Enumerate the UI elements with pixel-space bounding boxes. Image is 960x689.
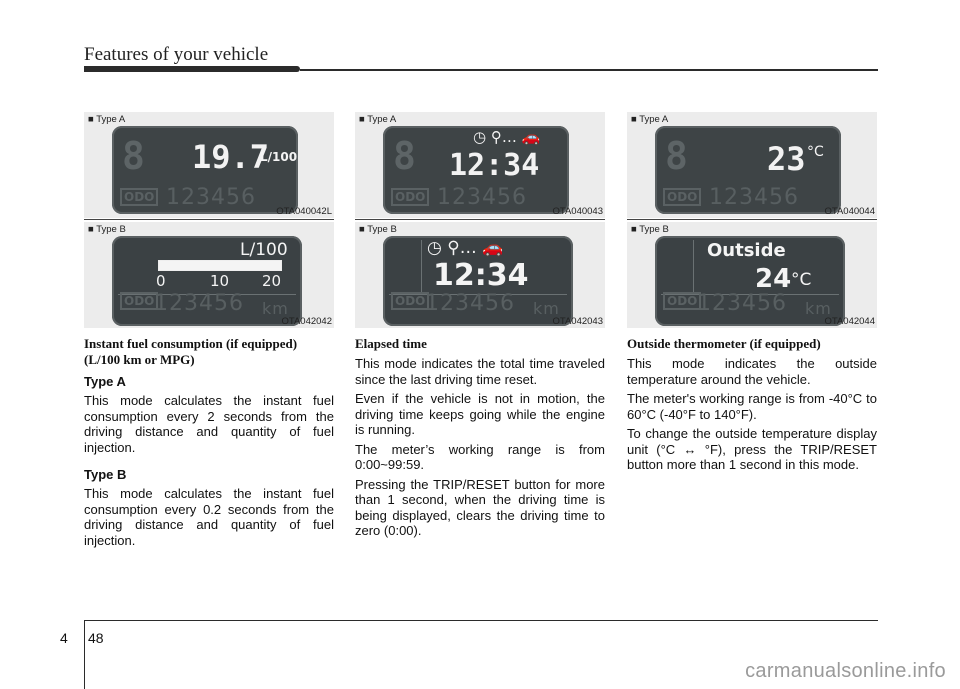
odometer-unit: km xyxy=(262,299,289,318)
figure-type-a xyxy=(627,112,877,218)
paragraph: The meter’s working range is from 0:00~99:59. xyxy=(355,441,605,472)
figure-label: ■ Type B xyxy=(631,224,669,235)
temperature-value: 24 xyxy=(755,264,792,294)
watermark: carmanualsonline.info xyxy=(745,660,946,682)
tick-label: 10 xyxy=(210,272,230,290)
fuel-value: 19.7 xyxy=(192,138,270,176)
figure-code: OTA042044 xyxy=(824,316,875,327)
odometer-value: 123456 xyxy=(437,185,527,210)
odometer-value: 123456 xyxy=(425,291,515,316)
figure-type-b xyxy=(355,222,605,328)
odometer-unit: km xyxy=(533,299,560,318)
odometer-value: 123456 xyxy=(154,291,244,316)
elapsed-time-value: 12:34 xyxy=(433,258,529,293)
trip-icons: ◷ ⚲… 🚗 xyxy=(473,128,541,146)
segment-ghost: 8 xyxy=(665,134,688,178)
figure-label: ■ Type A xyxy=(631,114,669,125)
paragraph: The meter's working range is from -40°C to 60°C (-40°F to 140°F). xyxy=(627,391,877,422)
page-header-title: Features of your vehicle xyxy=(84,44,269,65)
column-outside-thermometer xyxy=(627,112,877,473)
odo-tag: ODO xyxy=(391,292,429,310)
figure-code: OTA040042L xyxy=(276,206,332,217)
figure-type-a xyxy=(355,112,605,218)
section-heading: Outside thermometer (if equipped) xyxy=(627,336,821,351)
fuel-bar xyxy=(158,260,282,271)
odo-tag: ODO xyxy=(391,188,429,206)
figure-label: ■ Type B xyxy=(88,224,126,235)
section-heading: Instant fuel consumption (if equipped) (L/100 km or MPG) xyxy=(84,336,298,367)
figure-type-a xyxy=(84,112,334,218)
lcd-vertical-divider xyxy=(421,240,422,292)
subsection-title: Type A xyxy=(84,374,126,389)
paragraph: To change the outside temperature display unit (°C ↔ °F), press the TRIP/RESET button more than 1 second in this mode. xyxy=(627,426,877,472)
figure-divider xyxy=(627,219,877,220)
lcd-display xyxy=(655,126,841,214)
page-number: 48 xyxy=(88,630,104,646)
paragraph: This mode calculates the instant fuel consumption every 0.2 seconds from the driving distance and quantity of fuel injection. xyxy=(84,486,334,548)
odo-tag: ODO xyxy=(663,292,701,310)
temperature-unit: °C xyxy=(791,270,812,290)
figure-divider xyxy=(84,219,334,220)
section-heading: Elapsed time xyxy=(355,336,427,351)
odometer-value: 123456 xyxy=(166,185,256,210)
segment-ghost: 8 xyxy=(122,134,145,178)
temperature-value: 23 xyxy=(767,140,806,178)
header-bar xyxy=(84,66,300,72)
footer-rule xyxy=(84,620,878,621)
lcd-vertical-divider xyxy=(693,240,694,292)
odometer-value: 123456 xyxy=(709,185,799,210)
lcd-display xyxy=(112,126,298,214)
segment-ghost: 8 xyxy=(393,134,416,178)
figure-label: ■ Type A xyxy=(359,114,397,125)
lcd-display xyxy=(383,126,569,214)
figure-code: OTA042042 xyxy=(281,316,332,327)
subsection-title: Type B xyxy=(84,467,127,482)
footer-divider xyxy=(84,620,85,689)
tick-label: 20 xyxy=(262,272,282,290)
tick-label: 0 xyxy=(156,272,166,290)
odo-tag: ODO xyxy=(120,292,158,310)
lcd-display xyxy=(383,236,573,326)
figure-code: OTA042043 xyxy=(552,316,603,327)
fuel-unit: L/100 xyxy=(260,150,298,164)
figure-label: ■ Type B xyxy=(359,224,397,235)
temperature-unit: °C xyxy=(807,144,824,160)
odo-tag: ODO xyxy=(120,188,158,206)
figure-divider xyxy=(355,219,605,220)
odometer-value: 123456 xyxy=(697,291,787,316)
header-rule xyxy=(300,69,878,71)
paragraph: This mode indicates the outside temperature around the vehicle. xyxy=(627,356,877,387)
figure-type-b xyxy=(627,222,877,328)
lcd-display xyxy=(655,236,845,326)
chapter-number: 4 xyxy=(60,630,68,646)
figure-type-b xyxy=(84,222,334,328)
column-fuel-consumption xyxy=(84,112,334,548)
outside-title: Outside xyxy=(707,240,786,261)
figure-code: OTA040044 xyxy=(824,206,875,217)
lcd-display xyxy=(112,236,302,326)
odometer-unit: km xyxy=(805,299,832,318)
figure-code: OTA040043 xyxy=(552,206,603,217)
trip-icons: ◷ ⚲… 🚗 xyxy=(427,238,504,258)
odo-tag: ODO xyxy=(663,188,701,206)
elapsed-time-value: 12:34 xyxy=(449,148,540,183)
column-elapsed-time xyxy=(355,112,605,539)
fuel-unit: L/100 xyxy=(240,240,288,260)
paragraph: This mode indicates the total time traveled since the last driving time reset. xyxy=(355,356,605,387)
figure-label: ■ Type A xyxy=(88,114,126,125)
paragraph: This mode calculates the instant fuel consumption every 2 seconds from the driving distance and quantity of fuel injection. xyxy=(84,393,334,455)
paragraph: Even if the vehicle is not in motion, the driving time keeps going while the engine is running. xyxy=(355,391,605,437)
paragraph: Pressing the TRIP/RESET button for more than 1 second, when the driving time is being displayed, clears the driving time to zero (0:00). xyxy=(355,476,605,538)
